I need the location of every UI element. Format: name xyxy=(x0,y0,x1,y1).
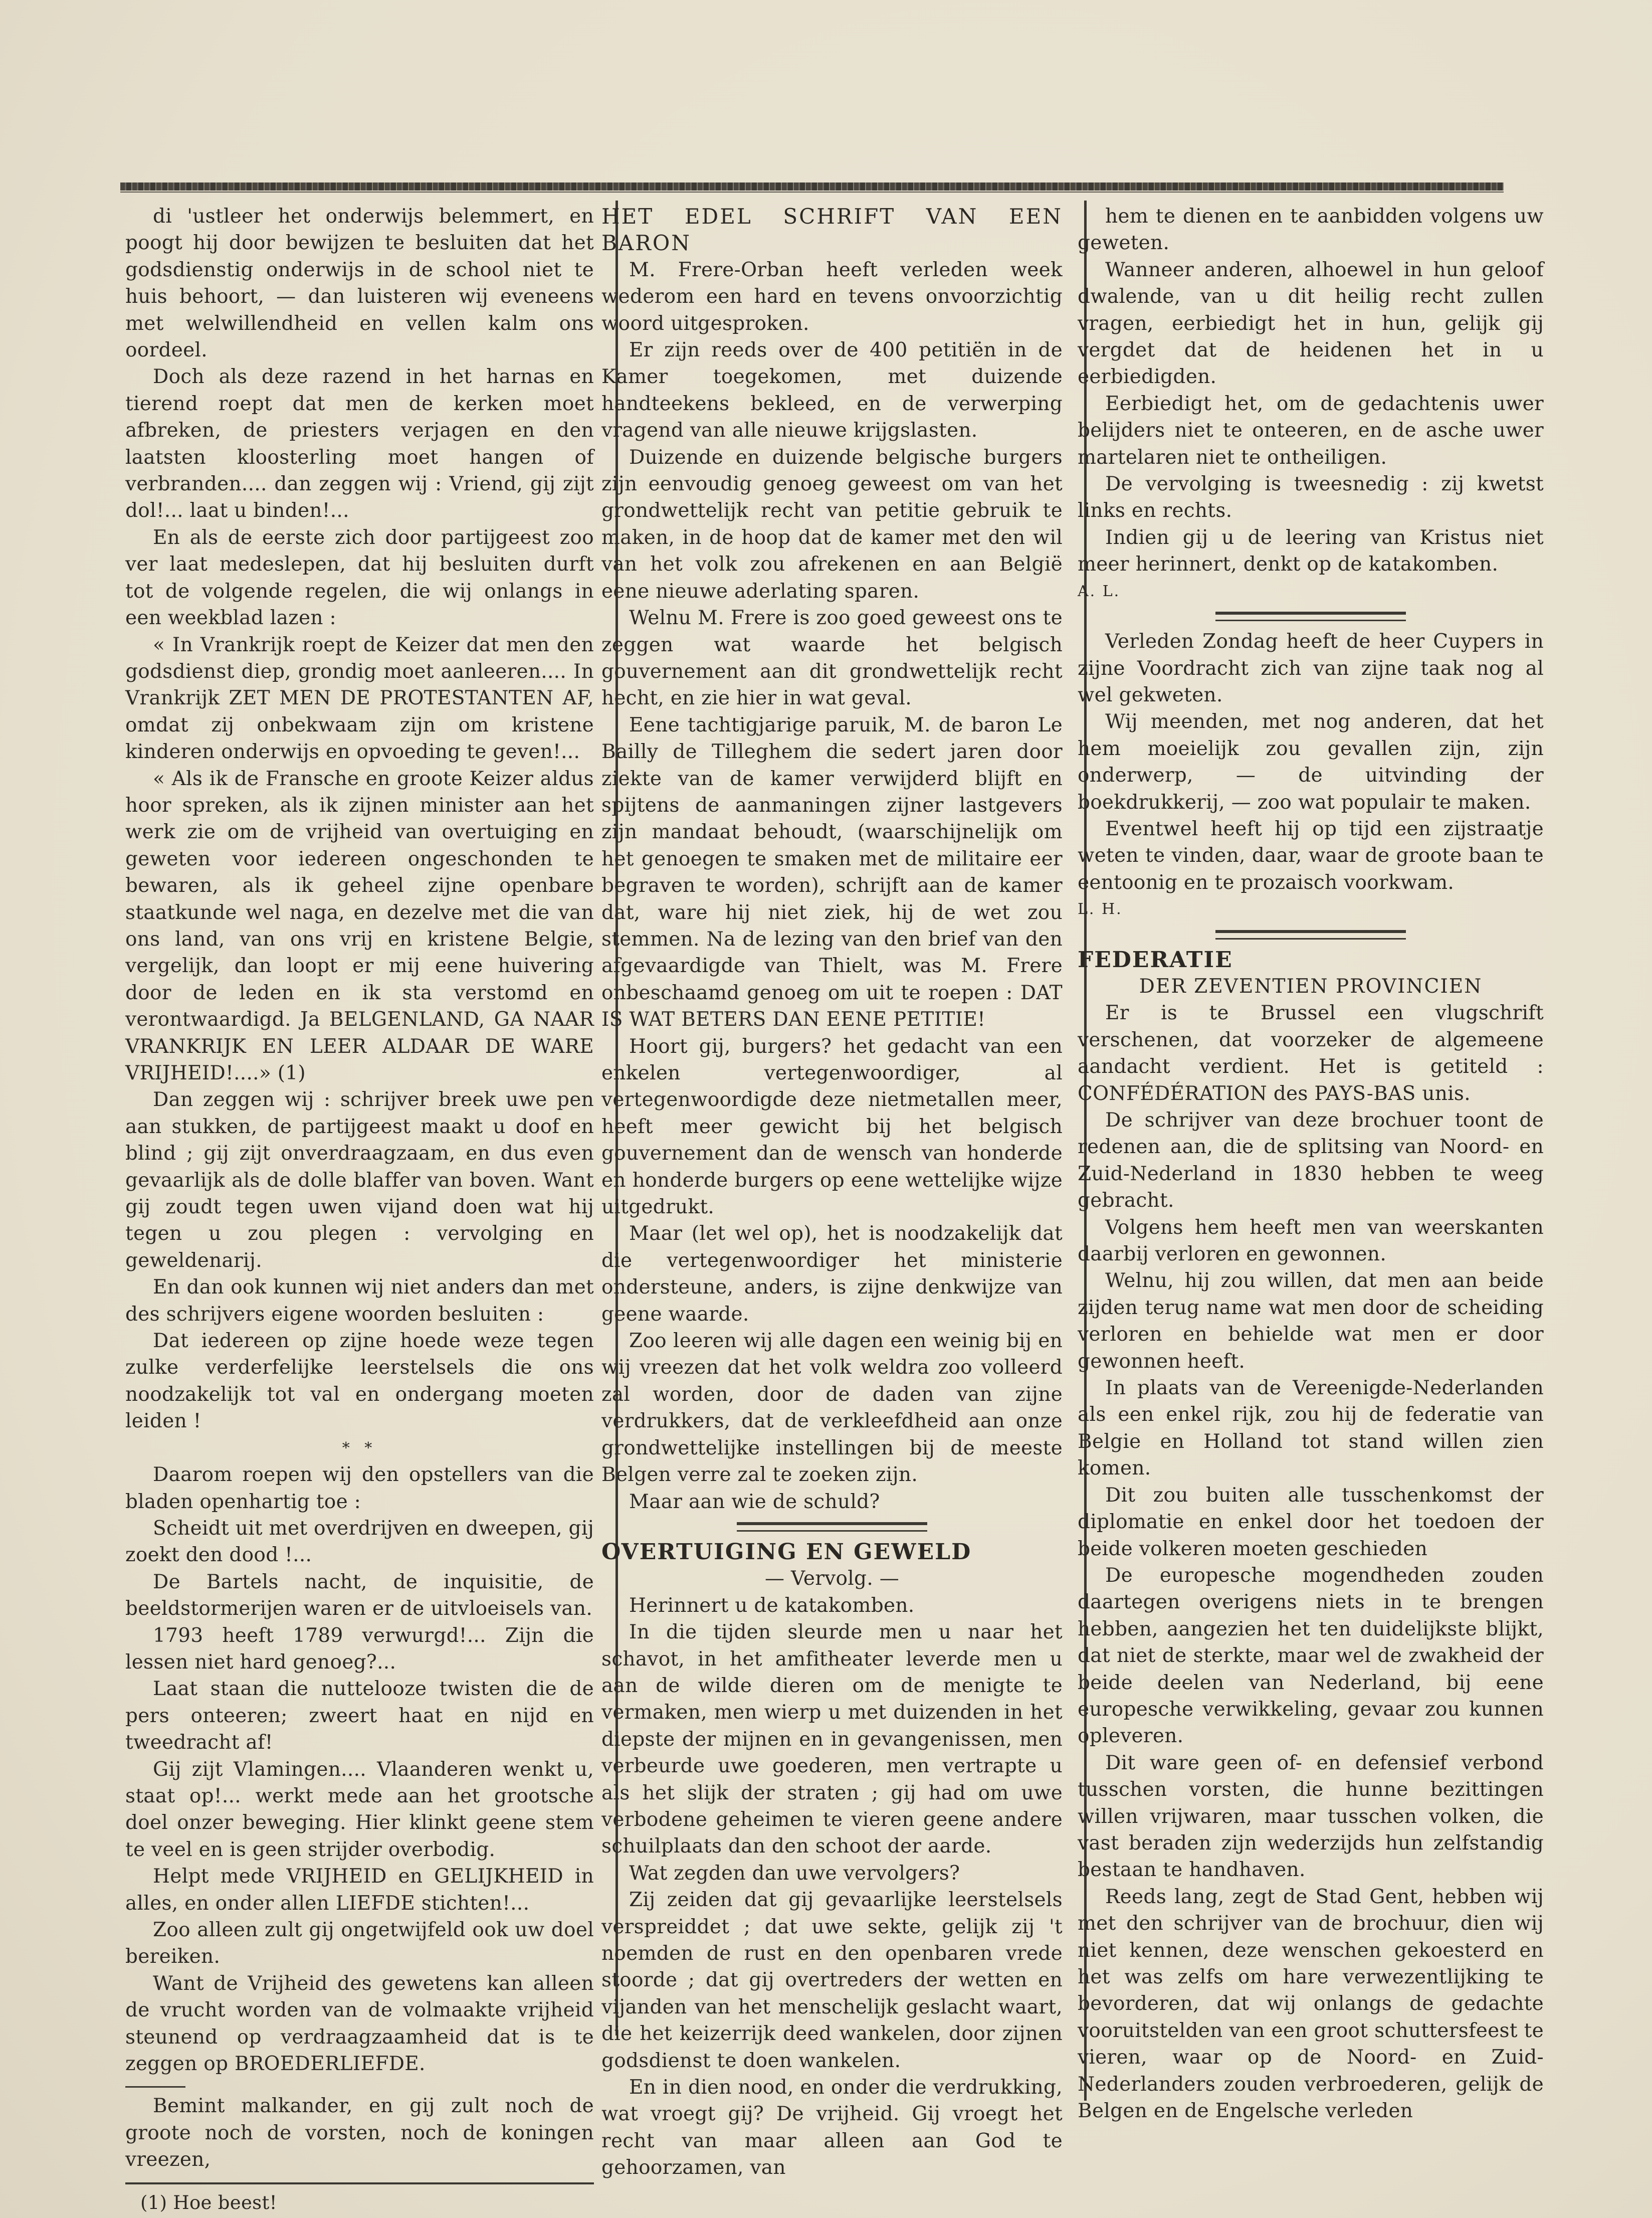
paragraph: Helpt mede VRIJHEID en GELIJKHEID in alles, en onder allen LIEFDE stichten!... xyxy=(125,1865,594,1915)
paragraph: « In Vrankrijk roept de Keizer dat men den godsdienst diep, grondig moet aanleeren.... In Vrankrijk ZET MEN DE PROTESTANTEN AF, omdat zij onbekwaam zijn om kristene kinderen onderwijs en opvoeding te geven!... xyxy=(125,633,594,764)
paragraph: Daarom roepen wij den opstellers van die bladen openhartig toe : xyxy=(125,1463,594,1513)
paragraph: Zoo alleen zult gij ongetwijfeld ook uw doel bereiken. xyxy=(125,1919,594,1968)
paragraph: Duizende en duizende belgische burgers zijn eenvoudig genoeg geweest om van het grondwettelijk recht van petitie gebruik te maken, in de hoop dat de kamer met den wil van het volk zou afrekenen en aan België eene nieuwe aderlating sparen. xyxy=(601,446,1063,603)
section-stars: * * xyxy=(342,1439,377,1457)
paragraph: Doch als deze razend in het harnas en tierend roept dat men de kerken moet afbreken, de priesters verjagen en den laatsten kloosterling moet hangen of verbranden.... dan zeggen wij : Vriend, gij zijt dol!... laat u binden!... xyxy=(125,365,594,522)
paragraph: 1793 heeft 1789 verwurgd!... Zijn die lessen niet hard genoeg?... xyxy=(125,1624,594,1674)
subheading-vervolg: — Vervolg. — xyxy=(764,1567,900,1590)
paragraph: Maar aan wie de schuld? xyxy=(629,1490,880,1513)
paragraph: Wat zegden dan uwe vervolgers? xyxy=(629,1862,960,1885)
paragraph: di 'ustleer het onderwijs belemmert, en poogt hij door bewijzen te besluiten dat het godsdienstig onderwijs in de school niet te huis behoort, — dan luisteren wij eveneens met welwillendheid en vellen kalm ons oordeel. xyxy=(125,205,594,362)
paragraph: Gij zijt Vlamingen.... Vlaanderen wenkt u, staat op!... werkt mede aan het grootsche doel onzer beweging. Hier klinkt geene stem te veel en is geen strijder overbodig. xyxy=(125,1758,594,1861)
paragraph: De Bartels nacht, de inquisitie, de beeldstormerijen waren er de uitvloeisels van. xyxy=(125,1570,594,1620)
paragraph: Herinnert u de katakomben. xyxy=(629,1594,915,1617)
paragraph: In plaats van de Vereenigde-Nederlanden als een enkel rijk, zou hij de federatie van Belgie en Holland tot stand willen zien komen. xyxy=(1078,1377,1544,1480)
paragraph: hem te dienen en te aanbidden volgens uw geweten. xyxy=(1078,205,1544,255)
separator xyxy=(1215,612,1406,621)
column-1 xyxy=(125,203,594,2216)
heading-baron: HET EDEL SCHRIFT VAN EEN BARON xyxy=(601,204,1063,256)
paragraph: De europesche mogendheden zouden daartegen overigens niets in te brengen hebben, aangezien het ten duidelijkste blijkt, dat niet de sterkte, maar wel de zwakheid der beide deelen van Nederland, bij eene europesche verwikkeling, gevaar zou kunnen opleveren. xyxy=(1078,1564,1544,1748)
heading-federatie: FEDERATIE xyxy=(1078,947,1233,973)
paragraph: De schrijver van deze brochuer toont de redenen aan, die de splitsing van Noord- en Zuid-Nederland in 1830 hebben te weeg gebracht. xyxy=(1078,1109,1544,1212)
separator xyxy=(737,1522,927,1532)
column-1-paragraphs xyxy=(125,203,594,1435)
subheading-provincien: DER ZEVENTIEN PROVINCIEN xyxy=(1139,975,1483,998)
column-3-paragraphs xyxy=(1078,203,1544,578)
paragraph: « Als ik de Fransche en groote Keizer aldus hoor spreken, als ik zijnen minister aan het werk zie om de vrijheid van overtuiging en geweten voor iedereen ongeschonden te bewaren, als ik geheel zijne openbare staatkunde wel naga, en dezelve met die van ons land, van ons vrij en kristene Belgie, vergelijk, dan loopt er mij eene huivering door de leden en ik sta verstomd en verontwaardigd. Ja BELGENLAND, GA NAAR VRANKRIJK EN LEER ALDAAR DE WARE VRIJHEID!....» (1) xyxy=(125,767,594,1084)
paragraph: Welnu, hij zou willen, dat men aan beide zijden terug name wat men door de scheiding verloren en behielde wat men er door gewonnen heeft. xyxy=(1078,1269,1544,1373)
paragraph: In die tijden sleurde men u naar het schavot, in het amfitheater leverde men u aan de wilde dieren om de menigte te vermaken, men wierp u met duizenden in het diepste der mijnen en in gevangenissen, men verbeurde uwe goederen, men vertrapte u als het slijk der straten ; gij had om uwe verbodene geheimen te vieren geene andere schuilplaats dan den schoot der aarde. xyxy=(601,1621,1063,1858)
paragraph: Wij meenden, met nog anderen, dat het hem moeielijk zou gevallen zijn, zijn onderwerp, — de uitvinding der boekdrukkerij, — zoo wat populair te maken. xyxy=(1078,710,1544,814)
paragraph: M. Frere-Orban heeft verleden week wederom een hard en tevens onvoorzichtig woord uitgesproken. xyxy=(601,258,1063,335)
paragraph: Zij zeiden dat gij gevaarlijke leerstelsels verspreiddet ; dat uwe sekte, gelijk zij 't noemden de rust en den openbaren vrede stoorde ; dat gij overtreders der wetten en vijanden van het menschelijk geslacht waart, die het keizerrijk deed wankelen, door zijnen godsdienst te doen wankelen. xyxy=(601,1889,1063,2072)
paragraph: Dat iedereen op zijne hoede weze tegen zulke verderfelijke leerstelsels die ons noodzakelijk tot val en ondergang moeten leiden ! xyxy=(125,1330,594,1433)
column-2-paragraphs-2 xyxy=(601,1592,1063,2181)
paragraph: Er zijn reeds over de 400 petitiën in de Kamer toegekomen, met duizende handteekens bekleed, en de verwerping vragend van alle nieuwe krijgslasten. xyxy=(601,339,1063,442)
separator xyxy=(1215,930,1406,940)
heading-overtuiging: OVERTUIGING EN GEWELD xyxy=(601,1539,972,1565)
signature-al: A. L. xyxy=(1078,582,1121,600)
paragraph: Dan zeggen wij : schrijver breek uwe pen aan stukken, de partijgeest maakt u doof en blind ; gij zijt onverdraagzaam, en dus even gevaarlijk als de dolle blaffer van boven. Want gij zoudt tegen uwen vijand doen wat hij tegen u zou plegen : vervolging en geweldenarij. xyxy=(125,1088,594,1272)
paragraph: Wanneer anderen, alhoewel in hun geloof dwalende, van u dit heilig recht zullen vragen, eerbiedigt het in hun, gelijk gij vergdet dat de heidenen het in u eerbiedigden. xyxy=(1078,258,1544,389)
column-3-paragraphs-3 xyxy=(1078,1000,1544,2124)
closing-paragraph: Bemint malkander, en gij zult noch de groote noch de vorsten, noch de koningen vreezen, xyxy=(125,2095,594,2171)
paragraph: En in dien nood, en onder die verdrukking, wat vroegt gij? De vrijheid. Gij vroegt het recht van maar alleen aan God te gehoorzamen, van xyxy=(601,2076,1063,2179)
paragraph: Maar (let wel op), het is noodzakelijk dat die vertegenwoordiger het ministerie ondersteune, anders, is zijne denkwijze van geene waarde. xyxy=(601,1222,1063,1326)
paragraph: Welnu M. Frere is zoo goed geweest ons te zeggen wat waarde het belgisch gouvernement aan dit grondwettelijk recht hecht, en zie hier in wat geval. xyxy=(601,607,1063,710)
paragraph: Hoort gij, burgers? het gedacht van een enkelen vertegenwoordiger, al vertegenwoordigde deze nietmetallen meer, heeft meer gewicht bij het belgisch gouvernement dan de wensch van honderde en honderde burgers op eene wettelijke wijze uitgedrukt. xyxy=(601,1035,1063,1219)
paragraph: En als de eerste zich door partijgeest zoo ver laat medeslepen, dat hij besluiten durft tot de volgende regelen, die wij onlangs in een weekblad lazen : xyxy=(125,526,594,630)
paragraph: Eventwel heeft hij op tijd een zijstraatje weten te vinden, daar, waar de groote baan te eentoonig en te prozaisch voorkwam. xyxy=(1078,817,1544,894)
footnote: (1) Hoe beest! xyxy=(140,2191,277,2213)
paragraph: De vervolging is tweesnedig : zij kwetst links en rechts. xyxy=(1078,473,1544,522)
column-1-paragraphs-2 xyxy=(125,1461,594,2077)
paragraph: Scheidt uit met overdrijven en dweepen, gij zoekt den dood !... xyxy=(125,1517,594,1567)
paragraph: Indien gij u de leering van Kristus niet meer herinnert, denkt op de katakomben. xyxy=(1078,526,1544,576)
paragraph: En dan ook kunnen wij niet anders dan met des schrijvers eigene woorden besluiten : xyxy=(125,1276,594,1326)
footnote-rule xyxy=(125,2182,594,2184)
paragraph: Want de Vrijheid des gewetens kan alleen de vrucht worden van de volmaakte vrijheid steunend op verdraagzaamheid dat is te zeggen op BROEDERLIEFDE. xyxy=(125,1972,594,2076)
column-3 xyxy=(1078,203,1544,2124)
paragraph: Volgens hem heeft men van weerskanten daarbij verloren en gewonnen. xyxy=(1078,1216,1544,1266)
paragraph: Verleden Zondag heeft de heer Cuypers in zijne Voordracht zich van zijne taak nog al wel gekweten. xyxy=(1078,630,1544,706)
top-rule xyxy=(120,182,1504,191)
column-2-paragraphs xyxy=(601,257,1063,1515)
paragraph: Reeds lang, zegt de Stad Gent, hebben wij met den schrijver van de brochuur, dien wij niet kennen, deze wenschen gekoesterd en het was zelfs om hare verwezentlijking te bevorderen, dat wij onlangs de gedachte vooruitstelden van een groot schuttersfeest te vieren, waar op de Noord- en Zuid-Nederlanders zouden verbroederen, gelijk de Belgen en de Engelsche verleden xyxy=(1078,1885,1544,2123)
paragraph: Laat staan die nuttelooze twisten die de pers onteeren; zweert haat en nijd en tweedracht af! xyxy=(125,1678,594,1754)
paragraph: Dit zou buiten alle tusschenkomst der diplomatie en enkel door het toedoen der beide volkeren moeten geschieden xyxy=(1078,1484,1544,1560)
paragraph: Dit ware geen of- en defensief verbond tusschen vorsten, die hunne bezittingen willen vrijwaren, maar tusschen volken, die vast beraden zijn wederzijds hun zelfstandig bestaan te handhaven. xyxy=(1078,1751,1544,1882)
column-3-paragraphs-2 xyxy=(1078,628,1544,896)
paragraph: Eene tachtigjarige paruik, M. de baron Le Bailly de Tilleghem die sedert jaren door ziekte van de kamer verwijderd blijft en spijtens de aanmaningen zijner lastgevers zijn mandaat behoudt, (waarschijnelijk om het genoegen te smaken met de militaire eer begraven te worden), schrijft aan de kamer dat, ware hij niet ziek, hij de wet zou stemmen. Na de lezing van den brief van den afgevaardigde van Thielt, was M. Frere onbeschaamd genoeg om uit te roepen : DAT IS WAT BETERS DAN EENE PETITIE! xyxy=(601,713,1063,1031)
paragraph: Eerbiedigt het, om de gedachtenis uwer belijders niet te onteeren, en de asche uwer martelaren niet te ontheiligen. xyxy=(1078,392,1544,469)
paragraph: Er is te Brussel een vlugschrift verschenen, dat voorzeker de algemeene aandacht verdient. Het is getiteld : CONFÉDÉRATION des PAYS-BAS unis. xyxy=(1078,1002,1544,1105)
paragraph: Zoo leeren wij alle dagen een weinig bij en wij vreezen dat het volk weldra zoo volleerd zal worden, door de daden van zijne verdrukkers, dat de verkleefdheid aan onze grondwettelijke instellingen bij de meeste Belgen verre zal te zoeken zijn. xyxy=(601,1330,1063,1487)
column-2 xyxy=(601,203,1063,2181)
signature-lh: L. H. xyxy=(1078,900,1123,918)
closing-rule xyxy=(125,2086,185,2088)
